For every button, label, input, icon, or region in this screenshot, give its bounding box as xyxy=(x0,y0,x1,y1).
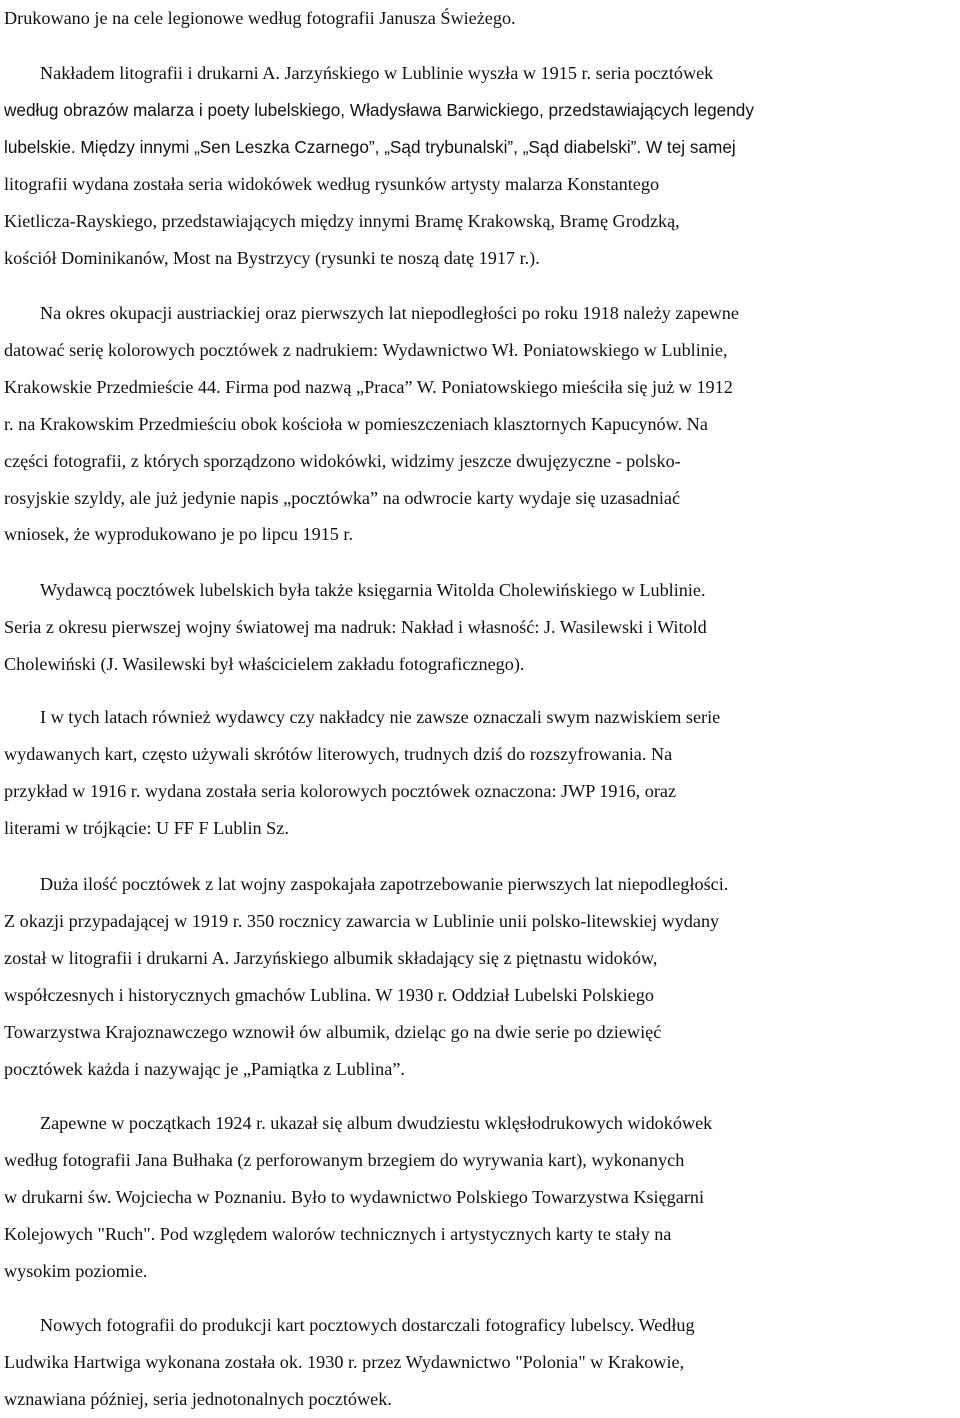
text-line: według fotografii Jana Bułhaka (z perforowanym brzegiem do wyrywania kart), wykonanych xyxy=(4,1149,685,1170)
text-line: Krakowskie Przedmieście 44. Firma pod nazwą „Praca” W. Poniatowskiego mieściła się już w 1912 xyxy=(4,376,733,397)
text-line: Cholewiński (J. Wasilewski był właścicielem zakładu fotograficznego). xyxy=(4,653,525,674)
text-line: części fotografii, z których sporządzono widokówki, widzimy jeszcze dwujęzyczne - polsko- xyxy=(4,450,681,471)
text-line: Z okazji przypadającej w 1919 r. 350 rocznicy zawarcia w Lublinie unii polsko-litewskiej wydany xyxy=(4,910,720,931)
paragraph-abbreviations xyxy=(4,699,958,847)
text-line: Duża ilość pocztówek z lat wojny zaspokajała zapotrzebowanie pierwszych lat niepodległości. xyxy=(40,874,729,894)
text-line: według obrazów malarza i poety lubelskiego, Władysława Barwickiego, przedstawiających legendy xyxy=(4,99,754,120)
text-line: r. na Krakowskim Przedmieściu obok kościoła w pomieszczeniach klasztornych Kapucynów. Na xyxy=(4,413,708,434)
text-line: Na okres okupacji austriackiej oraz pierwszych lat niepodległości po roku 1918 należy zapewne xyxy=(40,303,739,323)
text-line: kościół Dominikanów, Most na Bystrzycy (rysunki te noszą datę 1917 r.). xyxy=(4,247,540,268)
text-line: pocztówek każda i nazywając je „Pamiątka z Lublina”. xyxy=(4,1058,405,1079)
paragraph-bulhak-album xyxy=(4,1105,958,1290)
text-line: lubelskie. Między innymi „Sen Leszka Czarnego”, „Sąd trybunalski”, „Sąd diabelski”. W tej samej xyxy=(4,136,736,157)
text-line: literami w trójkącie: U FF F Lublin Sz. xyxy=(4,817,289,838)
paragraph-independence xyxy=(4,866,958,1087)
text-line: litografii wydana została seria widokówek według rysunków artysty malarza Konstantego xyxy=(4,173,660,194)
text-line: Zapewne w początkach 1924 r. ukazał się album dwudziestu wklęsłodrukowych widokówek xyxy=(40,1113,713,1133)
text-line: Kolejowych "Ruch". Pod względem walorów technicznych i artystycznych karty te stały na xyxy=(4,1223,672,1244)
text-line: wznawiana później, seria jednotonalnych pocztówek. xyxy=(4,1388,392,1409)
text-line: Drukowano je na cele legionowe według fotografii Janusza Świeżego. xyxy=(4,8,516,28)
text-line: rosyjskie szyldy, ale już jedynie napis „pocztówka” na odwrocie karty wydaje się uzasadniać xyxy=(4,487,681,508)
text-line: wysokim poziomie. xyxy=(4,1260,148,1281)
text-line: Seria z okresu pierwszej wojny światowej ma nadruk: Nakład i własność: J. Wasilewski i Witold xyxy=(4,616,707,637)
text-line: Nowych fotografii do produkcji kart pocztowych dostarczali fotograficy lubelscy. Według xyxy=(40,1315,695,1335)
paragraph-poniatowski xyxy=(4,295,958,553)
text-line: w drukarni św. Wojciecha w Poznaniu. Było to wydawnictwo Polskiego Towarzystwa Księgarni xyxy=(4,1186,705,1207)
paragraph-legion-photos xyxy=(4,0,958,37)
text-line: wydawanych kart, często używali skrótów literowych, trudnych dziś do rozszyfrowania. Na xyxy=(4,743,673,764)
paragraph-jarzynski-legends xyxy=(4,55,958,276)
text-line: Towarzystwa Krajoznawczego wznowił ów albumik, dzieląc go na dwie serie po dziewięć xyxy=(4,1021,662,1042)
text-line: wniosek, że wyprodukowano je po lipcu 1915 r. xyxy=(4,524,354,545)
text-line: Ludwika Hartwiga wykonana została ok. 1930 r. przez Wydawnictwo "Polonia" w Krakowie, xyxy=(4,1351,685,1372)
paragraph-cholewinski xyxy=(4,572,958,683)
text-line: Wydawcą pocztówek lubelskich była także księgarnia Witolda Cholewińskiego w Lublinie. xyxy=(40,580,706,600)
text-line: Nakładem litografii i drukarni A. Jarzyńskiego w Lublinie wyszła w 1915 r. seria pocztówek xyxy=(40,63,714,83)
text-line: I w tych latach również wydawcy czy nakładcy nie zawsze oznaczali swym nazwiskiem serie xyxy=(40,707,721,727)
text-line: datować serię kolorowych pocztówek z nadrukiem: Wydawnictwo Wł. Poniatowskiego w Lublinie, xyxy=(4,339,728,360)
text-line: przykład w 1916 r. wydana została seria kolorowych pocztówek oznaczona: JWP 1916, oraz xyxy=(4,780,677,801)
text-line: został w litografii i drukarni A. Jarzyńskiego albumik składający się z piętnastu widoków, xyxy=(4,947,658,968)
text-line: Kietlicza-Rayskiego, przedstawiających między innymi Bramę Krakowską, Bramę Grodzką, xyxy=(4,210,680,231)
paragraph-polonia xyxy=(4,1307,958,1418)
text-line: współczesnych i historycznych gmachów Lublina. W 1930 r. Oddział Lubelski Polskiego xyxy=(4,984,654,1005)
